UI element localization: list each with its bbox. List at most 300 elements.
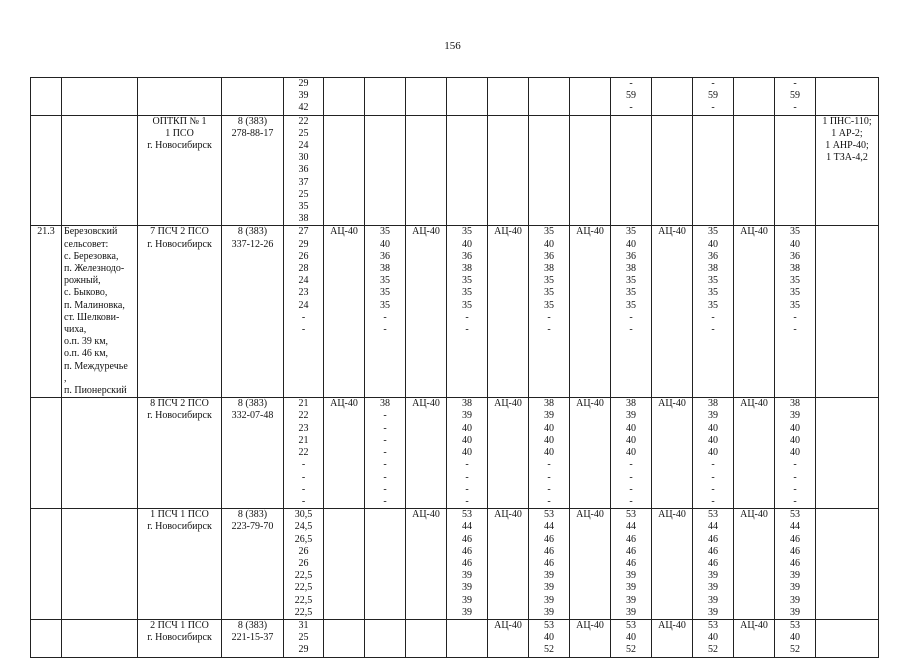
fire-response-table bbox=[30, 77, 879, 658]
distance-cell-line: 30 bbox=[298, 152, 309, 164]
vehicle-cell bbox=[324, 78, 365, 116]
time-cell-line: - bbox=[383, 434, 387, 446]
time-cell-line: 38 bbox=[708, 398, 718, 410]
distance-cell-line: 25 bbox=[298, 632, 309, 644]
time-cell-line: 39 bbox=[626, 594, 636, 606]
vehicle-cell bbox=[570, 78, 611, 116]
distance-cell-line: - bbox=[301, 324, 306, 336]
time-cell-line: 39 bbox=[626, 582, 636, 594]
time-cell-line: 39 bbox=[790, 606, 800, 618]
distance-cell-line: 23 bbox=[298, 287, 309, 299]
distance-cell-line: 29 bbox=[298, 644, 309, 656]
time-cell bbox=[611, 509, 652, 620]
time-cell-line: 46 bbox=[790, 533, 800, 545]
time-cell-line: 39 bbox=[626, 606, 636, 618]
time-cell-line: - bbox=[711, 459, 715, 471]
time-cell-line: 46 bbox=[708, 545, 718, 557]
time-cell-line: - bbox=[465, 495, 469, 507]
time-cell-line: - bbox=[629, 495, 633, 507]
time-cell-line: 39 bbox=[708, 582, 718, 594]
time-cell bbox=[529, 619, 570, 657]
time-cell-line: 36 bbox=[462, 250, 472, 262]
time-cell-line: 39 bbox=[626, 570, 636, 582]
time-cell-line: 40 bbox=[380, 238, 390, 250]
time-cell-line: - bbox=[629, 483, 633, 495]
distance-cell-line: 24 bbox=[298, 140, 309, 152]
time-cell-line: 46 bbox=[462, 545, 472, 557]
time-cell bbox=[529, 226, 570, 398]
phone-cell bbox=[222, 619, 284, 657]
distance-cell-line: - bbox=[301, 483, 306, 495]
time-cell bbox=[775, 78, 816, 116]
time-cell-line: 35 bbox=[708, 226, 718, 238]
time-cell bbox=[775, 619, 816, 657]
phone-cell-line: 8 (383) bbox=[237, 226, 268, 238]
time-cell-line: 38 bbox=[544, 398, 554, 410]
distance-cell-line: - bbox=[301, 459, 306, 471]
time-cell-line: 52 bbox=[544, 644, 554, 656]
time-cell-line: 52 bbox=[708, 644, 718, 656]
vehicle-cell bbox=[324, 509, 365, 620]
phone-cell-line: 332-07-48 bbox=[231, 410, 274, 422]
time-cell bbox=[693, 115, 734, 226]
time-cell-line: 39 bbox=[790, 582, 800, 594]
time-cell bbox=[611, 78, 652, 116]
time-cell-line: - bbox=[547, 324, 551, 336]
time-cell-line: 36 bbox=[708, 250, 718, 262]
time-cell-line: 38 bbox=[708, 263, 718, 275]
time-cell bbox=[365, 509, 406, 620]
table-row bbox=[31, 619, 879, 657]
time-cell-line: 52 bbox=[790, 644, 800, 656]
vehicle-cell: АЦ-40 bbox=[324, 398, 365, 509]
time-cell-line: - bbox=[383, 311, 387, 323]
time-cell bbox=[365, 619, 406, 657]
time-cell-line: 35 bbox=[626, 226, 636, 238]
vehicle-cell bbox=[488, 115, 529, 226]
time-cell-line: 40 bbox=[626, 422, 636, 434]
distance-cell-line: 22,5 bbox=[294, 570, 313, 582]
time-cell-line: 53 bbox=[708, 619, 718, 631]
phone-cell bbox=[222, 226, 284, 398]
time-cell-line: 39 bbox=[544, 594, 554, 606]
vehicle-cell bbox=[406, 115, 447, 226]
time-cell-line: 39 bbox=[462, 606, 472, 618]
settlement-cell-line: сельсовет: bbox=[64, 238, 109, 250]
time-cell-line: 59 bbox=[626, 90, 636, 102]
settlement-cell bbox=[62, 398, 138, 509]
special-equipment-cell bbox=[816, 115, 879, 226]
distance-cell-line: 24 bbox=[298, 299, 309, 311]
settlement-cell-line: о.п. 46 км, bbox=[64, 348, 109, 360]
time-cell bbox=[447, 226, 488, 398]
distance-cell bbox=[284, 115, 324, 226]
distance-cell-line: 26 bbox=[298, 250, 309, 262]
time-cell bbox=[693, 226, 734, 398]
distance-cell-line: 25 bbox=[298, 127, 309, 139]
time-cell-line: 35 bbox=[626, 275, 636, 287]
phone-cell-line: 337-12-26 bbox=[231, 238, 274, 250]
time-cell-line: 35 bbox=[790, 275, 800, 287]
unit-cell-line: г. Новосибирск bbox=[147, 410, 212, 422]
time-cell bbox=[611, 226, 652, 398]
time-cell-line: 40 bbox=[790, 632, 800, 644]
vehicle-cell bbox=[324, 115, 365, 226]
unit-cell-line: г. Новосибирск bbox=[147, 632, 212, 644]
time-cell-line: - bbox=[465, 471, 469, 483]
time-cell-line: - bbox=[629, 311, 633, 323]
time-cell-line: 40 bbox=[462, 434, 472, 446]
time-cell-line: 40 bbox=[708, 447, 718, 459]
time-cell-line: 40 bbox=[626, 447, 636, 459]
time-cell-line: - bbox=[383, 422, 387, 434]
time-cell-line: 35 bbox=[790, 287, 800, 299]
distance-cell-line: 26 bbox=[298, 557, 309, 569]
vehicle-cell: АЦ-40 bbox=[406, 226, 447, 398]
table-row bbox=[31, 226, 879, 398]
time-cell bbox=[693, 78, 734, 116]
time-cell-line: - bbox=[547, 483, 551, 495]
time-cell bbox=[611, 619, 652, 657]
time-cell-line: 44 bbox=[462, 521, 472, 533]
time-cell-line: 39 bbox=[462, 582, 472, 594]
time-cell-line: - bbox=[383, 410, 387, 422]
time-cell bbox=[529, 115, 570, 226]
time-cell-line: 36 bbox=[626, 250, 636, 262]
row-number bbox=[31, 115, 62, 226]
vehicle-cell bbox=[406, 78, 447, 116]
vehicle-cell: АЦ-40 bbox=[570, 398, 611, 509]
distance-cell bbox=[284, 78, 324, 116]
time-cell-line: 35 bbox=[462, 275, 472, 287]
phone-cell-line: 8 (383) bbox=[237, 398, 268, 410]
time-cell-line: 36 bbox=[380, 250, 390, 262]
row-number bbox=[31, 619, 62, 657]
time-cell bbox=[611, 115, 652, 226]
time-cell-line: 40 bbox=[708, 434, 718, 446]
time-cell bbox=[693, 398, 734, 509]
time-cell-line: 53 bbox=[544, 509, 554, 521]
settlement-cell-line: чиха, bbox=[64, 324, 87, 336]
time-cell-line: 35 bbox=[544, 287, 554, 299]
vehicle-cell: АЦ-40 bbox=[488, 509, 529, 620]
vehicle-cell: АЦ-40 bbox=[734, 619, 775, 657]
time-cell-line: 39 bbox=[790, 594, 800, 606]
time-cell-line: - bbox=[383, 324, 387, 336]
unit-cell-line: 1 ПСЧ 1 ПСО bbox=[150, 509, 209, 521]
distance-cell bbox=[284, 619, 324, 657]
time-cell-line: - bbox=[711, 471, 715, 483]
time-cell-line: 53 bbox=[790, 509, 800, 521]
time-cell bbox=[693, 509, 734, 620]
time-cell-line: 35 bbox=[380, 275, 390, 287]
distance-cell-line: 23 bbox=[298, 422, 309, 434]
time-cell-line: 46 bbox=[708, 557, 718, 569]
phone-cell-line: 8 (383) bbox=[237, 619, 268, 631]
distance-cell-line: 30,5 bbox=[294, 509, 313, 521]
distance-cell bbox=[284, 509, 324, 620]
distance-cell-line: - bbox=[301, 471, 306, 483]
time-cell bbox=[447, 115, 488, 226]
settlement-cell-line: о.п. 39 км, bbox=[64, 336, 109, 348]
time-cell-line: 35 bbox=[380, 299, 390, 311]
time-cell-line: 46 bbox=[626, 533, 636, 545]
distance-cell-line: 22,5 bbox=[294, 606, 313, 618]
distance-cell-line: 26 bbox=[298, 545, 309, 557]
time-cell-line: 39 bbox=[462, 410, 472, 422]
time-cell-line: - bbox=[465, 324, 469, 336]
time-cell-line: 40 bbox=[626, 632, 636, 644]
distance-cell-line: 21 bbox=[298, 434, 309, 446]
vehicle-cell: АЦ-40 bbox=[488, 398, 529, 509]
vehicle-cell: АЦ-40 bbox=[734, 226, 775, 398]
page-number: 156 bbox=[444, 40, 461, 52]
time-cell bbox=[365, 115, 406, 226]
time-cell-line: 46 bbox=[708, 533, 718, 545]
distance-cell-line: 29 bbox=[298, 238, 309, 250]
phone-cell-line: 8 (383) bbox=[237, 115, 268, 127]
time-cell-line: 59 bbox=[790, 90, 800, 102]
vehicle-cell: АЦ-40 bbox=[406, 398, 447, 509]
time-cell-line: - bbox=[547, 459, 551, 471]
settlement-cell-line: ст. Шелкови- bbox=[64, 311, 120, 323]
distance-cell-line: - bbox=[301, 495, 306, 507]
time-cell-line: 46 bbox=[544, 533, 554, 545]
distance-cell-line: 37 bbox=[298, 176, 309, 188]
time-cell-line: 35 bbox=[790, 299, 800, 311]
vehicle-cell bbox=[734, 115, 775, 226]
vehicle-cell: АЦ-40 bbox=[570, 619, 611, 657]
special-equipment-cell-line: 1 ПНС-110; bbox=[822, 115, 872, 127]
settlement-cell bbox=[62, 619, 138, 657]
distance-cell-line: 28 bbox=[298, 263, 309, 275]
distance-cell-line: - bbox=[301, 311, 306, 323]
time-cell-line: - bbox=[629, 459, 633, 471]
distance-cell-line: 22 bbox=[298, 115, 309, 127]
time-cell-line: - bbox=[793, 471, 797, 483]
time-cell-line: - bbox=[711, 311, 715, 323]
time-cell-line: 40 bbox=[626, 434, 636, 446]
time-cell-line: 53 bbox=[544, 619, 554, 631]
vehicle-cell: АЦ-40 bbox=[734, 509, 775, 620]
time-cell-line: - bbox=[629, 78, 633, 89]
distance-cell-line: 21 bbox=[298, 398, 309, 410]
time-cell-line: 38 bbox=[462, 263, 472, 275]
time-cell-line: - bbox=[383, 447, 387, 459]
time-cell-line: - bbox=[793, 483, 797, 495]
time-cell-line: 40 bbox=[790, 238, 800, 250]
time-cell-line: 35 bbox=[708, 287, 718, 299]
time-cell-line: - bbox=[793, 102, 797, 114]
time-cell-line: 46 bbox=[790, 545, 800, 557]
vehicle-cell bbox=[734, 78, 775, 116]
time-cell-line: 39 bbox=[708, 606, 718, 618]
vehicle-cell bbox=[652, 115, 693, 226]
time-cell-line: 40 bbox=[462, 447, 472, 459]
time-cell-line: 44 bbox=[790, 521, 800, 533]
phone-cell-line: 223-79-70 bbox=[231, 521, 274, 533]
time-cell-line: 39 bbox=[626, 410, 636, 422]
distance-cell-line: 26,5 bbox=[294, 533, 313, 545]
time-cell-line: 44 bbox=[544, 521, 554, 533]
vehicle-cell: АЦ-40 bbox=[488, 226, 529, 398]
distance-cell-line: 22 bbox=[298, 447, 309, 459]
distance-cell-line: 31 bbox=[298, 619, 309, 631]
time-cell-line: 38 bbox=[462, 398, 472, 410]
time-cell-line: - bbox=[793, 78, 797, 89]
time-cell-line: 39 bbox=[708, 570, 718, 582]
table-body bbox=[31, 78, 879, 658]
unit-cell-line: 8 ПСЧ 2 ПСО bbox=[150, 398, 209, 410]
distance-cell-line: 39 bbox=[298, 90, 309, 102]
row-number bbox=[31, 78, 62, 116]
time-cell-line: 40 bbox=[790, 447, 800, 459]
time-cell-line: 46 bbox=[790, 557, 800, 569]
special-equipment-cell bbox=[816, 78, 879, 116]
time-cell-line: 39 bbox=[462, 570, 472, 582]
distance-cell-line: 24 bbox=[298, 275, 309, 287]
vehicle-cell: АЦ-40 bbox=[734, 398, 775, 509]
time-cell-line: 35 bbox=[380, 287, 390, 299]
time-cell-line: - bbox=[547, 471, 551, 483]
time-cell-line: - bbox=[465, 459, 469, 471]
settlement-cell-line: п. Междуречье bbox=[64, 360, 128, 372]
distance-cell-line: 35 bbox=[298, 201, 309, 213]
vehicle-cell: АЦ-40 bbox=[652, 619, 693, 657]
distance-cell bbox=[284, 398, 324, 509]
special-equipment-cell bbox=[816, 619, 879, 657]
distance-cell-line: 27 bbox=[298, 226, 309, 238]
unit-cell-line: г. Новосибирск bbox=[147, 521, 212, 533]
vehicle-cell: АЦ-40 bbox=[652, 226, 693, 398]
vehicle-cell bbox=[406, 619, 447, 657]
time-cell bbox=[775, 226, 816, 398]
settlement-cell-line: с. Березовка, bbox=[64, 250, 119, 262]
table-row bbox=[31, 509, 879, 620]
time-cell bbox=[775, 115, 816, 226]
time-cell-line: - bbox=[793, 324, 797, 336]
unit-cell-line: 2 ПСЧ 1 ПСО bbox=[150, 619, 209, 631]
time-cell-line: 53 bbox=[462, 509, 472, 521]
time-cell-line: 38 bbox=[544, 263, 554, 275]
time-cell-line: - bbox=[547, 311, 551, 323]
unit-cell bbox=[138, 619, 222, 657]
time-cell-line: 40 bbox=[544, 238, 554, 250]
time-cell bbox=[447, 509, 488, 620]
time-cell-line: - bbox=[793, 311, 797, 323]
time-cell-line: 53 bbox=[708, 509, 718, 521]
time-cell-line: 38 bbox=[626, 398, 636, 410]
time-cell-line: 38 bbox=[380, 263, 390, 275]
time-cell-line: 40 bbox=[626, 238, 636, 250]
time-cell-line: - bbox=[547, 495, 551, 507]
distance-cell-line: 24,5 bbox=[294, 521, 313, 533]
time-cell-line: 44 bbox=[626, 521, 636, 533]
time-cell-line: 40 bbox=[462, 238, 472, 250]
time-cell-line: 38 bbox=[626, 263, 636, 275]
settlement-cell-line: , bbox=[64, 372, 67, 384]
settlement-cell bbox=[62, 115, 138, 226]
vehicle-cell: АЦ-40 bbox=[570, 226, 611, 398]
settlement-cell bbox=[62, 226, 138, 398]
unit-cell bbox=[138, 509, 222, 620]
special-equipment-cell-line: 1 АР-2; bbox=[831, 127, 863, 139]
time-cell-line: - bbox=[711, 483, 715, 495]
time-cell-line: - bbox=[383, 459, 387, 471]
time-cell-line: - bbox=[793, 495, 797, 507]
time-cell-line: - bbox=[629, 102, 633, 114]
time-cell-line: 39 bbox=[708, 410, 718, 422]
time-cell-line: 35 bbox=[626, 287, 636, 299]
settlement-cell-line: с. Быково, bbox=[64, 287, 108, 299]
table-row bbox=[31, 398, 879, 509]
table-row bbox=[31, 78, 879, 116]
time-cell-line: 35 bbox=[462, 287, 472, 299]
time-cell bbox=[611, 398, 652, 509]
time-cell-line: 35 bbox=[380, 226, 390, 238]
time-cell-line: 53 bbox=[626, 619, 636, 631]
time-cell-line: 35 bbox=[626, 299, 636, 311]
settlement-cell bbox=[62, 78, 138, 116]
time-cell-line: 39 bbox=[790, 570, 800, 582]
distance-cell-line: 42 bbox=[298, 102, 309, 114]
time-cell-line: 46 bbox=[626, 557, 636, 569]
settlement-cell bbox=[62, 509, 138, 620]
vehicle-cell bbox=[488, 78, 529, 116]
time-cell-line: 35 bbox=[544, 299, 554, 311]
time-cell-line: 40 bbox=[708, 422, 718, 434]
special-equipment-cell-line: 1 АНР-40; bbox=[825, 140, 869, 152]
time-cell-line: 40 bbox=[544, 632, 554, 644]
unit-cell bbox=[138, 78, 222, 116]
phone-cell-line: 221-15-37 bbox=[231, 632, 274, 644]
vehicle-cell bbox=[652, 78, 693, 116]
time-cell bbox=[447, 619, 488, 657]
time-cell-line: 35 bbox=[462, 299, 472, 311]
unit-cell-line: г. Новосибирск bbox=[147, 238, 212, 250]
special-equipment-cell bbox=[816, 226, 879, 398]
time-cell-line: - bbox=[711, 78, 715, 89]
unit-cell bbox=[138, 226, 222, 398]
time-cell-line: 36 bbox=[790, 250, 800, 262]
phone-cell bbox=[222, 509, 284, 620]
phone-cell-line: 278-88-17 bbox=[231, 127, 274, 139]
phone-cell-line: 8 (383) bbox=[237, 509, 268, 521]
time-cell-line: - bbox=[629, 324, 633, 336]
time-cell-line: - bbox=[629, 471, 633, 483]
time-cell bbox=[775, 509, 816, 620]
unit-cell bbox=[138, 115, 222, 226]
time-cell-line: - bbox=[711, 102, 715, 114]
time-cell-line: 35 bbox=[544, 275, 554, 287]
time-cell-line: 38 bbox=[790, 398, 800, 410]
settlement-cell-line: п. Малиновка, bbox=[64, 299, 125, 311]
distance-cell-line: 25 bbox=[298, 188, 309, 200]
time-cell-line: 40 bbox=[708, 632, 718, 644]
time-cell bbox=[447, 78, 488, 116]
time-cell-line: 40 bbox=[462, 422, 472, 434]
distance-cell bbox=[284, 226, 324, 398]
unit-cell-line: 1 ПСО bbox=[165, 127, 194, 139]
special-equipment-cell bbox=[816, 509, 879, 620]
time-cell-line: 39 bbox=[708, 594, 718, 606]
time-cell-line: 40 bbox=[544, 434, 554, 446]
row-number bbox=[31, 509, 62, 620]
time-cell-line: 39 bbox=[544, 410, 554, 422]
time-cell bbox=[529, 509, 570, 620]
time-cell-line: - bbox=[383, 495, 387, 507]
vehicle-cell: АЦ-40 bbox=[652, 509, 693, 620]
